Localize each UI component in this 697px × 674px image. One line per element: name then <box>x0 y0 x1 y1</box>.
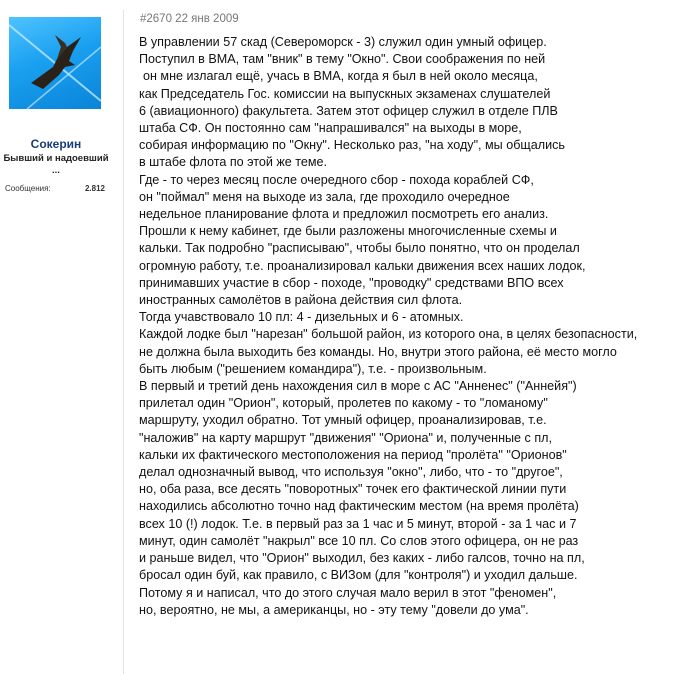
post-line: принимавших участие в сбор - походе, "проводку" средствами ВПО всех <box>139 275 564 290</box>
post-line: огромную работу, т.е. проанализировал кальки движения всех наших лодок, <box>139 258 586 273</box>
post-line: В управлении 57 скад (Североморск - 3) служил один умный офицер. <box>139 35 547 49</box>
post-line: но, вероятно, не мы, а американцы, но - эту тему "довели до ума". <box>139 602 529 617</box>
post-line: Где - то через месяц после очередного сбор - похода кораблей СФ, <box>139 172 534 187</box>
post-body <box>139 34 694 619</box>
post-line: делал однозначный вывод, что используя "окно", либо, что - то "другое", <box>139 465 563 480</box>
post-line: всех 10 (!) лодок. Т.е. в первый раз за 1 час и 5 минут, второй - за 1 час и 7 <box>139 516 577 531</box>
post-line: минут, один самолёт "накрыл" все 10 пл. Со слов этого офицера, он не раз <box>139 533 579 548</box>
post-line: он мне излагал ещё, учась в ВМА, когда я был в ней около месяца, <box>143 69 538 84</box>
post-line: бросал один буй, как правило, с ВИЗом (для "контроля") и уходил дальше. <box>139 568 578 583</box>
post-line: в штабе флота по этой же теме. <box>139 155 328 170</box>
post-line: как Председатель Гос. комиссии на выпускных экзаменах слушателей <box>139 86 551 101</box>
post-line: штаба СФ. Он постоянно сам "напрашивался" на выходы в море, <box>139 121 522 136</box>
post-header[interactable]: #2670 22 янв 2009 <box>140 13 239 25</box>
column-divider <box>123 10 124 674</box>
post-line: быть любым ("решением командира"), т.е. - произвольным. <box>139 361 487 376</box>
bird-icon <box>9 17 101 109</box>
post-line: Каждой лодке был "нарезан" большой район, из которого она, в целях безопасности, <box>139 327 638 342</box>
post-line: маршруту, уходил обратно. Тот умный офицер, проанализировав, т.е. <box>139 413 547 428</box>
post-line: и раньше видел, что "Орион" выходил, без каких - либо галсов, точно на пл, <box>139 551 585 566</box>
post-line: недельное планирование флота и предложил посмотреть его анализ. <box>139 207 549 222</box>
user-title <box>0 153 112 177</box>
post-line: Поступил в ВМА, там "вник" в тему "Окно". Свои соображения по ней <box>139 52 546 67</box>
user-title-ellipsis: ... <box>52 165 60 176</box>
post-line: иностранных самолётов в района действия сил флота. <box>139 293 463 308</box>
post-line: собирая информацию по "Окну". Несколько раз, "на ходу", мы общались <box>139 138 565 153</box>
post-line: Тогда учавствовало 10 пл: 4 - дизельных и 6 - атомных. <box>139 310 464 325</box>
post-line: но, оба раза, все десять "поворотных" точек его фактической линии пути <box>139 482 567 497</box>
username[interactable]: Сокерин <box>30 137 82 151</box>
user-title-text: Бывший и надоевший <box>3 153 109 164</box>
post-line: Потому я и написал, что до этого случая мало верил в этот "феномен", <box>139 585 557 600</box>
user-sidebar <box>0 0 122 674</box>
post-count-value: 2.812 <box>84 184 105 193</box>
post-count-label: Сообщения: <box>5 184 51 193</box>
user-post-count <box>5 184 105 193</box>
post-line: Прошли к нему кабинет, где были разложены многочисленные схемы и <box>139 224 557 239</box>
post-line: находились абсолютно точно над фактическим местом (на время пролёта) <box>139 499 579 514</box>
post-line: 6 (авиационного) факультета. Затем этот офицер служил в отделе ПЛВ <box>139 103 558 118</box>
post-line: кальки их фактического местоположения на период "пролёта" "Орионов" <box>139 447 567 462</box>
avatar[interactable] <box>9 17 101 109</box>
post-line: кальки. Так подробно "расписываю", чтобы было понятно, что он проделал <box>139 241 580 256</box>
post-line: В первый и третий день нахождения сил в море с АС "Анненес" ("Аннейя") <box>139 379 577 394</box>
post-line: "наложив" на карту маршрут "движения" "Ориона" и, полученные с пл, <box>139 430 552 445</box>
post-line: прилетал один "Орион", который, пролетев по какому - то "ломаному" <box>139 396 548 411</box>
post-line: он "поймал" меня на выходе из зала, где проходило очередное <box>139 189 510 204</box>
post-line: не должна была выходить без команды. Но, внутри этого района, её место могло <box>139 344 617 359</box>
